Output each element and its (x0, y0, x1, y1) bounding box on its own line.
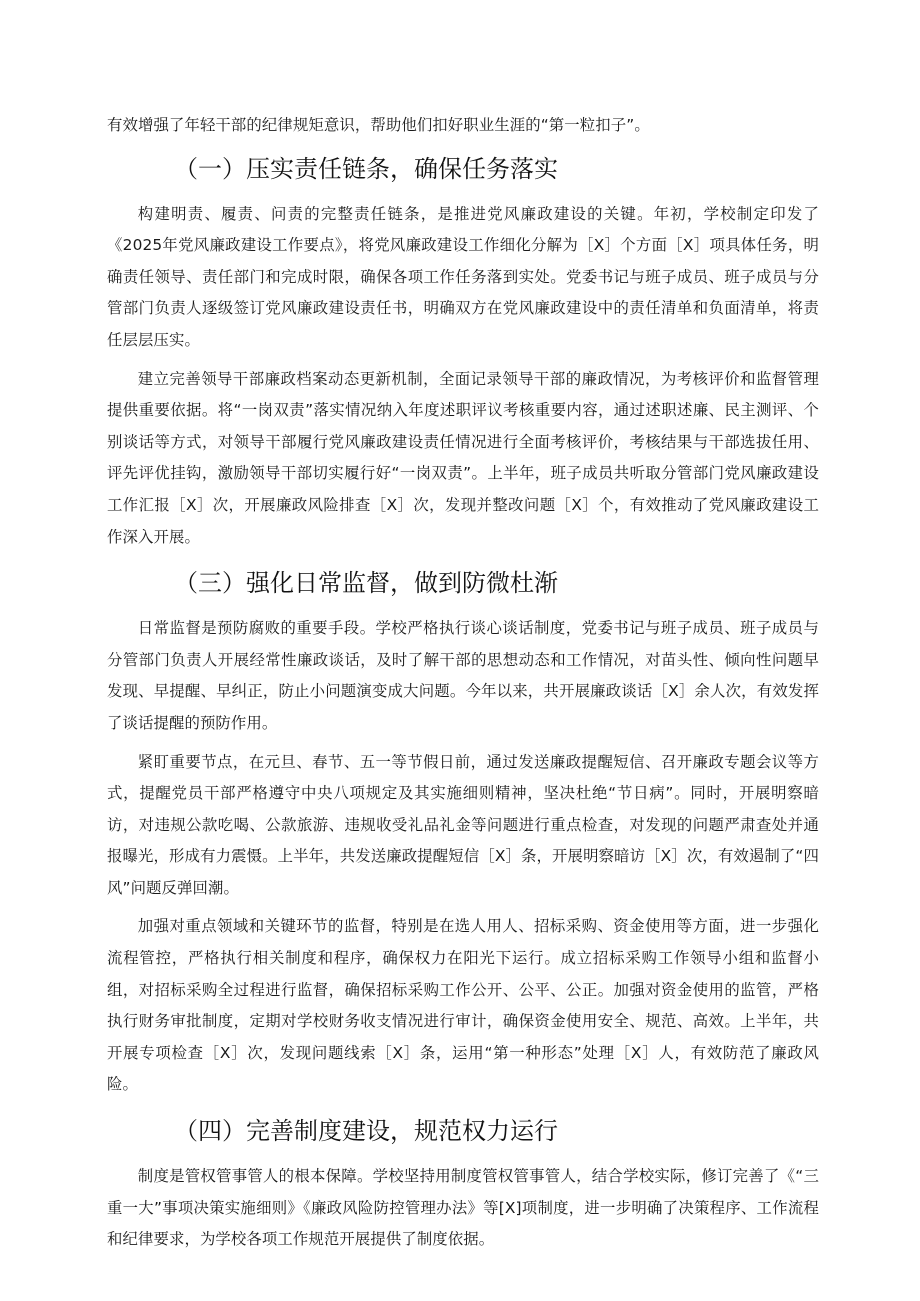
intro-paragraph: 有效增强了年轻干部的纪律规矩意识，帮助他们扣好职业生涯的“第一粒扣子”。 (107, 116, 650, 134)
section-1-paragraph-2: 建立完善领导干部廉政档案动态更新机制，全面记录领导干部的廉政情况，为考核评价和监督管理提供重要依据。将“一岗双责”落实情况纳入年度述职评议考核重要内容，通过述职述廉、民主测评、个别谈话等方式，对领导干部履行党风廉政建设责任情况进行全面考核评价，考核结果与干部选拔任用、评先评优挂钩，激励领导干部切实履行好“一岗双责”。上半年，班子成员共听取分管部门党风廉政建设工作汇报［X］次，开展廉政风险排查［X］次，发现并整改问题［X］个，有效推动了党风廉政建设工作深入开展。 (107, 369, 819, 546)
section-heading-3: （三）强化日常监督，做到防微杜渐 (174, 569, 558, 598)
section-4-paragraph-1: 制度是管权管事管人的根本保障。学校坚持用制度管权管事管人，结合学校实际，修订完善了《“三重一大”事项决策实施细则》《廉政风险防控管理办法》等[X]项制度，进一步明确了决策程序、工作流程和纪律要求，为学校各项工作规范开展提供了制度依据。 (107, 1167, 819, 1249)
section-3-paragraph-3: 加强对重点领域和关键环节的监督，特别是在选人用人、招标采购、资金使用等方面，进一步强化流程管控，严格执行相关制度和程序，确保权力在阳光下运行。成立招标采购工作领导小组和监督小组，对招标采购全过程进行监督，确保招标采购工作公开、公平、公正。加强对资金使用的监管，严格执行财务审批制度，定期对学校财务收支情况进行审计，确保资金使用安全、规范、高效。上半年，共开展专项检查［X］次，发现问题线索［X］条，运用“第一种形态”处理［X］人，有效防范了廉政风险。 (107, 917, 819, 1094)
section-3-paragraph-2: 紧盯重要节点，在元旦、春节、五一等节假日前，通过发送廉政提醒短信、召开廉政专题会议等方式，提醒党员干部严格遵守中央八项规定及其实施细则精神，坚决杜绝“节日病”。同时，开展明察暗访，对违规公款吃喝、公款旅游、违规收受礼品礼金等问题进行重点检查，对发现的问题严肃查处并通报曝光，形成有力震慑。上半年，共发送廉政提醒短信［X］条，开展明察暗访［X］次，有效遏制了“四风”问题反弹回潮。 (107, 752, 819, 897)
section-3-paragraph-1: 日常监督是预防腐败的重要手段。学校严格执行谈心谈话制度，党委书记与班子成员、班子成员与分管部门负责人开展经常性廉政谈话，及时了解干部的思想动态和工作情况，对苗头性、倾向性问题早发现、早提醒、早纠正，防止小问题演变成大问题。今年以来，共开展廉政谈话［X］余人次，有效发挥了谈话提醒的预防作用。 (107, 619, 819, 732)
section-heading-1: （一）压实责任链条，确保任务落实 (174, 154, 558, 183)
section-1-paragraph-1: 构建明责、履责、问责的完整责任链条，是推进党风廉政建设的关键。年初，学校制定印发了《2025年党风廉政建设工作要点》，将党风廉政建设工作细化分解为［X］个方面［X］项具体任务，明确责任领导、责任部门和完成时限，确保各项工作任务落到实处。党委书记与班子成员、班子成员与分管部门负责人逐级签订党风廉政建设责任书，明确双方在党风廉政建设中的责任清单和负面清单，将责任层层压实。 (107, 204, 819, 349)
section-heading-4: （四）完善制度建设，规范权力运行 (174, 1117, 558, 1146)
document-body (107, 110, 819, 1263)
